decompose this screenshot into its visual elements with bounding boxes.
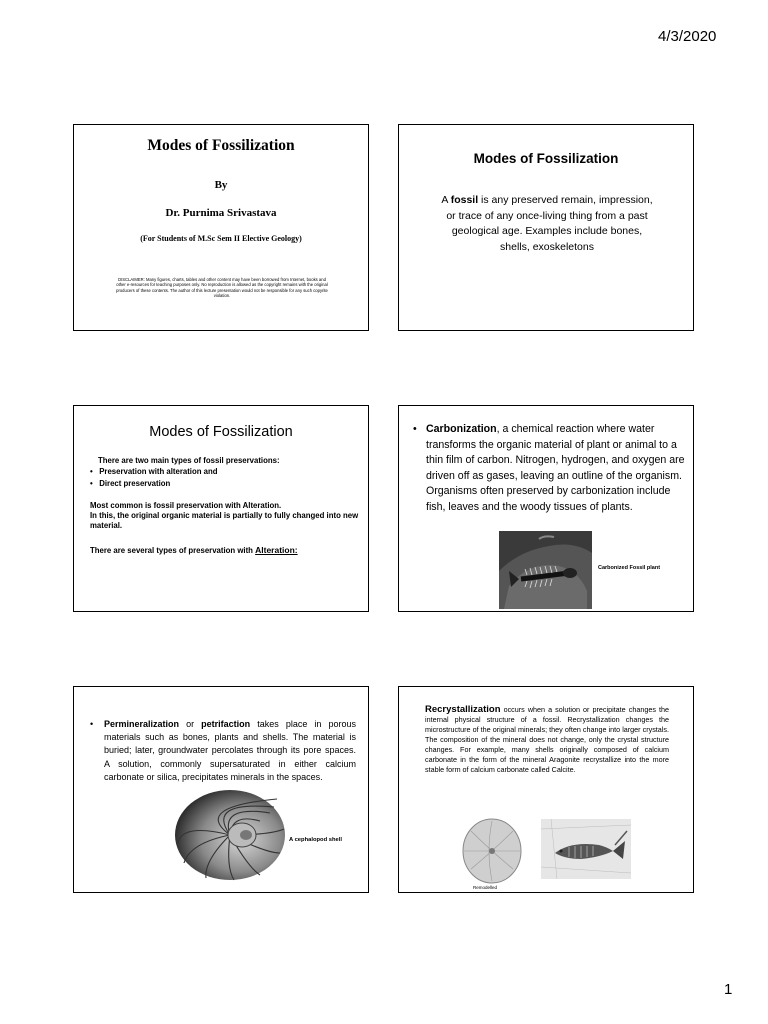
most-common-text: Most common is fossil preservation with Alteration. bbox=[90, 501, 282, 510]
carbonization-term: Carbonization bbox=[426, 423, 497, 435]
permineralization-text: takes place in porous materials such as bones, plants and shells. The material is buried; later, groundwater percolates through its pore spaces. A solution, commonly supersaturated in either calcium carbonate or silica, precipitates minerals in the spaces. bbox=[104, 719, 356, 782]
image-caption: Carbonized Fossil plant bbox=[598, 565, 661, 571]
disclaimer-text: DISCLAIMER: Many figures, charts, tables and other content may have been borrowed from Internet, books and other e-resources for teaching purposes only. No reproduction is allowed as the copyright remains with the original producers of these contents. The author of this lecture presentation would not be responsible for any such copyrite violation. bbox=[116, 277, 328, 298]
sea-urchin-fossil-image bbox=[461, 817, 523, 885]
recrystallization-text: occurs when a solution or precipitate changes the internal physical structure of a fossil. Recrystallization changes the microstructure of the original minerals; they often change into larger crystals. The composition of the mineral does not change, only the crystal structure changes. For example, many shells originally composed of calcium carbonate in the form of the mineral Aragonite recrystallize into the more stable form of calcium carbonate called Calcite. bbox=[425, 705, 669, 774]
intro-text: There are two main types of fossil preservations: bbox=[98, 456, 280, 465]
image-caption: Remodelled bbox=[473, 885, 498, 890]
definition-prefix: A bbox=[441, 194, 451, 206]
permineralization-term: Permineralization bbox=[104, 719, 180, 729]
cephalopod-shell-image bbox=[170, 783, 288, 883]
list-item: • Preservation with alteration and bbox=[90, 467, 218, 476]
audience-note: (For Students of M.Sc Sem II Elective Geology) bbox=[140, 234, 302, 243]
print-date: 4/3/2020 bbox=[658, 28, 717, 45]
recrystallization-term: Recrystallization bbox=[425, 704, 501, 715]
permineralization-paragraph bbox=[90, 718, 356, 784]
slide-6 bbox=[398, 686, 694, 893]
recrystallization-paragraph bbox=[425, 705, 669, 775]
fossil-definition bbox=[437, 193, 657, 255]
carbonization-paragraph bbox=[413, 422, 685, 515]
slide-2 bbox=[398, 124, 694, 331]
slide-3 bbox=[73, 405, 369, 612]
several-types-text bbox=[90, 545, 362, 556]
slide-5 bbox=[73, 686, 369, 893]
petrifaction-term: petrifaction bbox=[201, 719, 251, 729]
in-this-text: In this, the original organic material is partially to fully changed into new material. bbox=[90, 511, 359, 530]
slide-title: Modes of Fossilization bbox=[147, 137, 295, 154]
definition-text: is any preserved remain, impression, or trace of any once-living thing from a past geological age. Examples include bones, shells, exoskeletons bbox=[446, 194, 653, 253]
or-connector: or bbox=[179, 719, 202, 729]
several-prefix: There are several types of preservation with bbox=[90, 546, 256, 555]
list-item-label: Direct preservation bbox=[99, 479, 171, 488]
slide-1 bbox=[73, 124, 369, 331]
carbonization-text: , a chemical reaction where water transforms the organic material of plant or animal to a thin film of carbon. Nitrogen, hydrogen, and oxygen are driven off as gases, leaving an outline of the organism. Organisms often preserved by carbonization include fish, leaves and the woody tissues of plants. bbox=[426, 423, 685, 513]
fish-fossil-image bbox=[541, 819, 631, 879]
list-item: • Direct preservation bbox=[90, 479, 171, 488]
slide-4 bbox=[398, 405, 694, 612]
bullet-marker: • bbox=[413, 423, 417, 435]
by-label: By bbox=[214, 179, 228, 191]
alteration-term: Alteration: bbox=[255, 545, 298, 555]
image-caption: A cephalopod shell bbox=[289, 837, 342, 843]
slide-title: Modes of Fossilization bbox=[473, 151, 619, 166]
page-number: 1 bbox=[724, 981, 733, 998]
list-item-label: Preservation with alteration and bbox=[99, 467, 218, 476]
author-name: Dr. Purnima Srivastava bbox=[165, 207, 277, 219]
bullet-marker: • bbox=[90, 719, 94, 729]
fossil-term: fossil bbox=[450, 194, 479, 206]
slide-title: Modes of Fossilization bbox=[149, 424, 293, 440]
carbonized-fossil-image bbox=[499, 531, 592, 609]
